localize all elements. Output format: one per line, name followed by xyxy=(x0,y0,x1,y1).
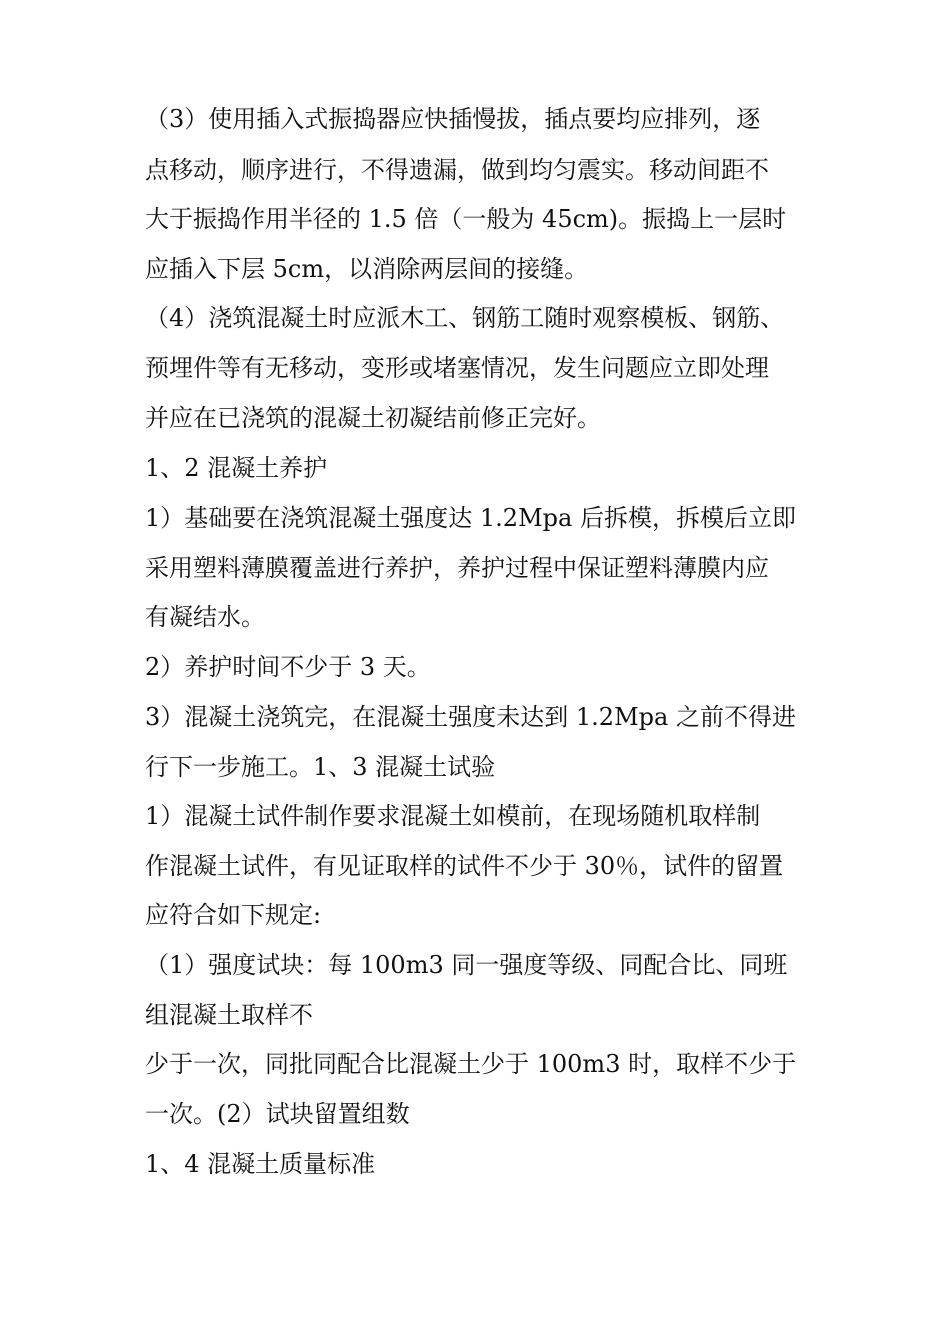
text-line: 作混凝土试件，有见证取样的试件不少于 30％，试件的留置 xyxy=(145,852,784,880)
text-line: 并应在已浇筑的混凝土初凝结前修正完好。 xyxy=(145,404,601,432)
text-line: 应符合如下规定: xyxy=(145,901,322,929)
text-line: 采用塑料薄膜覆盖进行养护，养护过程中保证塑料薄膜内应 xyxy=(145,554,769,582)
text-line: 组混凝土取样不 xyxy=(145,1001,313,1029)
text-line: 有凝结水。 xyxy=(145,603,265,631)
text-line: 应插入下层 5cm，以消除两层间的接缝。 xyxy=(145,255,589,283)
text-line: （4）浇筑混凝土时应派木工、钢筋工随时观察模板、钢筋、 xyxy=(145,304,785,332)
section-heading: 1、4 混凝土质量标准 xyxy=(145,1150,376,1178)
text-line: （3）使用插入式振捣器应快插慢拔，插点要均应排列，逐 xyxy=(145,105,761,133)
text-line: 2）养护时间不少于 3 天。 xyxy=(145,653,431,681)
text-line: 3）混凝土浇筑完，在混凝土强度未达到 1.2Mpa 之前不得进 xyxy=(145,703,796,731)
text-line: 预埋件等有无移动，变形或堵塞情况，发生问题应立即处理 xyxy=(145,354,769,382)
text-line: 点移动，顺序进行，不得遗漏，做到均匀震实。移动间距不 xyxy=(145,156,769,184)
text-line: 行下一步施工。1、3 混凝土试验 xyxy=(145,753,496,781)
text-line: 1）混凝土试件制作要求混凝土如模前，在现场随机取样制 xyxy=(145,802,761,830)
text-line: 一次。(2）试块留置组数 xyxy=(145,1100,410,1128)
text-line: 少于一次，同批同配合比混凝土少于 100m3 时，取样不少于 xyxy=(145,1050,797,1078)
text-line: （1）强度试块：每 100m3 同一强度等级、同配合比、同班 xyxy=(145,951,788,979)
section-heading: 1、2 混凝土养护 xyxy=(145,454,328,482)
text-line: 1）基础要在浇筑混凝土强度达 1.2Mpa 后拆模，拆模后立即 xyxy=(145,504,796,532)
text-line: 大于振捣作用半径的 1.5 倍（一般为 45cm)。振捣上一层时 xyxy=(145,205,787,233)
